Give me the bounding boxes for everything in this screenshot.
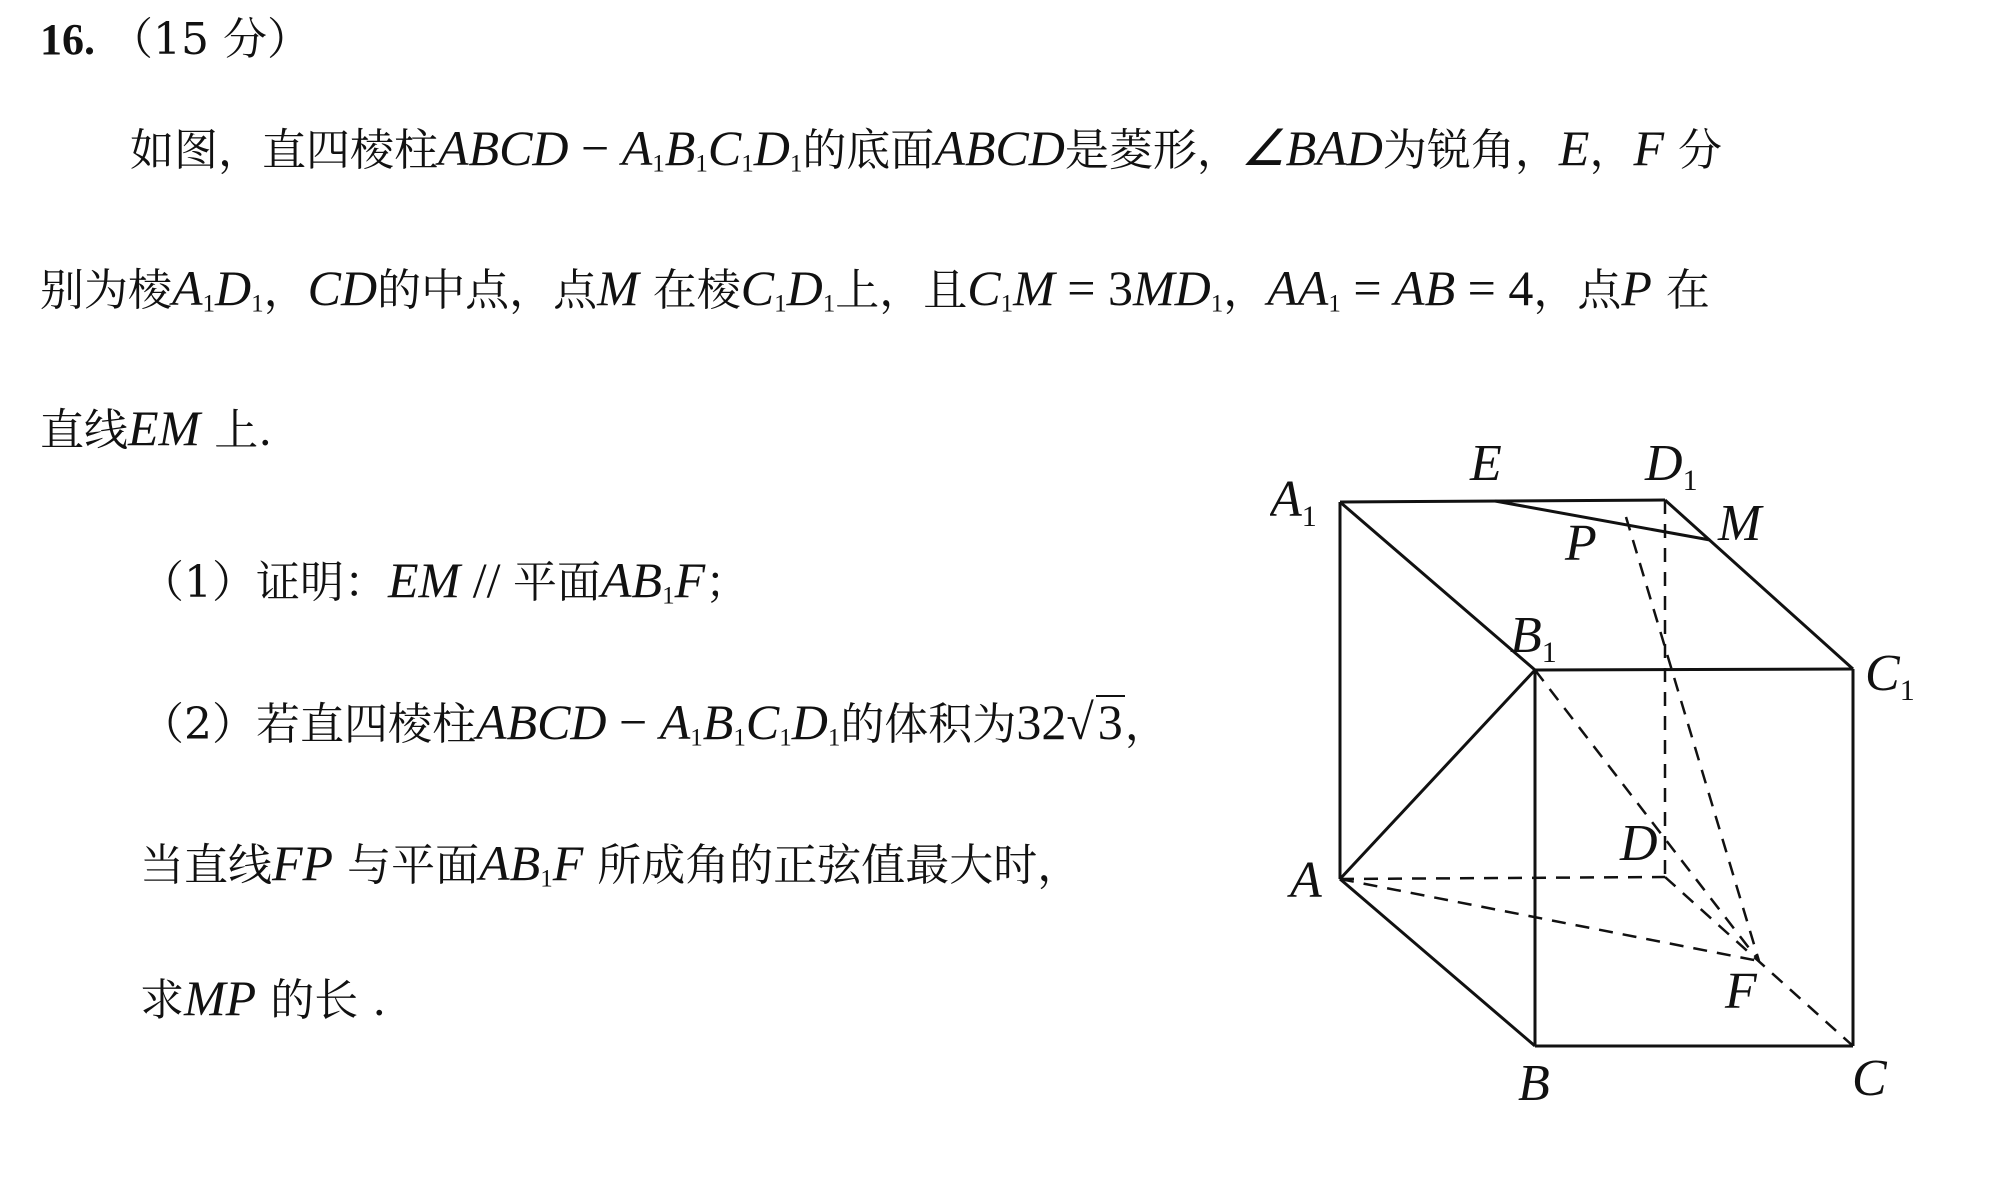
text: ，: [263, 265, 308, 316]
math-eq: = 3: [1054, 260, 1133, 316]
math-E: E: [1558, 120, 1590, 176]
text: 如图，直四棱柱: [130, 125, 438, 176]
statement-line-2: [40, 258, 1710, 334]
math-parallel: //: [460, 552, 513, 608]
math-AB1F: $AB_1F$: [601, 552, 706, 610]
text: 别为棱: [40, 265, 172, 316]
math-base: ABCD: [934, 120, 1065, 176]
math-MP: MP: [184, 970, 257, 1026]
math-F: F: [1633, 120, 1664, 176]
text: 与平面: [347, 840, 480, 891]
text: 当直线: [140, 840, 272, 891]
label-C1: C1: [1865, 645, 1915, 707]
text: 上.: [214, 405, 273, 456]
text: ，: [1589, 125, 1634, 176]
part-2-line-3: [140, 968, 386, 1031]
math-top-face: $A_1B_1C_1D_1$: [659, 694, 841, 752]
edge-B1-C1: [1535, 669, 1853, 670]
math-prism: ABCD: [438, 120, 569, 176]
math-dash: −: [606, 694, 660, 750]
math-P: P: [1621, 260, 1652, 316]
segment-A-F: [1340, 879, 1759, 961]
part-1: [140, 550, 749, 626]
math-angle: ∠BAD: [1240, 120, 1383, 176]
text: ；: [705, 557, 750, 608]
math-M: M: [597, 260, 639, 316]
math-A1D1: $A_1D_1$: [172, 260, 264, 318]
math-AB: AB: [1394, 260, 1456, 316]
text: ，: [1223, 265, 1268, 316]
label-A: A: [1290, 852, 1322, 909]
text: 的中点，点: [377, 265, 598, 316]
statement-line-1: [130, 118, 1722, 194]
segment-P-F: [1626, 517, 1759, 961]
text: ，点: [1533, 265, 1622, 316]
text: 分: [1677, 125, 1722, 176]
label-F: F: [1725, 963, 1757, 1020]
problem-number: 16.: [40, 15, 95, 64]
label-B: B: [1518, 1055, 1550, 1112]
math-dash: −: [568, 120, 622, 176]
text: 平面: [513, 557, 601, 608]
part-2-line-2: [140, 833, 1081, 909]
edge-D-C: [1665, 877, 1853, 1046]
text: 在: [1665, 265, 1710, 316]
math-MD1: $MD_1$: [1132, 260, 1224, 318]
part-2: [140, 692, 1169, 768]
text: 在棱: [652, 265, 741, 316]
label-A1: A1: [1270, 471, 1317, 533]
text: 所成角的正弦值最大时，: [597, 840, 1082, 891]
math-EM: EM: [388, 552, 461, 608]
text: 的长 .: [270, 975, 387, 1026]
edge-A-B: [1340, 879, 1535, 1046]
label-B1: B1: [1510, 607, 1557, 669]
problem-header: [40, 10, 311, 70]
math-eq: =: [1340, 260, 1395, 316]
text: 直线: [40, 405, 128, 456]
label-M: M: [1718, 495, 1762, 552]
edge-A-D: [1340, 877, 1665, 879]
label-D: D: [1620, 815, 1658, 872]
math-volume: 32√3: [1016, 694, 1123, 750]
text: （1）证明：: [140, 557, 388, 608]
text: （2）若直四棱柱: [140, 699, 476, 750]
label-C: C: [1852, 1050, 1887, 1107]
text: 上，且: [835, 265, 968, 316]
statement-line-3: [40, 398, 272, 461]
math-AB1F: $AB_1F$: [479, 835, 584, 893]
text: 的底面: [802, 125, 935, 176]
math-C1M: $C_1M$: [967, 260, 1055, 318]
text: ，: [1124, 699, 1169, 750]
math-FP: FP: [272, 835, 334, 891]
edge-A1-B1: [1340, 502, 1535, 670]
text: 求: [140, 975, 184, 1026]
text: 的体积为: [840, 699, 1017, 750]
segment-E-M: [1495, 501, 1710, 540]
text: 为锐角，: [1382, 125, 1559, 176]
math-C1D1: $C_1D_1$: [740, 260, 836, 318]
text: 是菱形，: [1064, 125, 1241, 176]
prism-diagram: [1270, 440, 1950, 1140]
edge-A-B1: [1340, 670, 1535, 879]
math-prism: ABCD: [476, 694, 607, 750]
math-CD: CD: [307, 260, 378, 316]
label-P: P: [1565, 515, 1597, 572]
math-AA1: $AA_1$: [1267, 260, 1341, 318]
label-D1: D1: [1645, 440, 1698, 497]
math-top-face: $A_1B_1C_1D_1$: [621, 120, 803, 178]
label-E: E: [1470, 440, 1502, 492]
problem-points: （15 分）: [109, 14, 311, 65]
math-EM: EM: [128, 400, 201, 456]
math-eq: = 4: [1455, 260, 1534, 316]
